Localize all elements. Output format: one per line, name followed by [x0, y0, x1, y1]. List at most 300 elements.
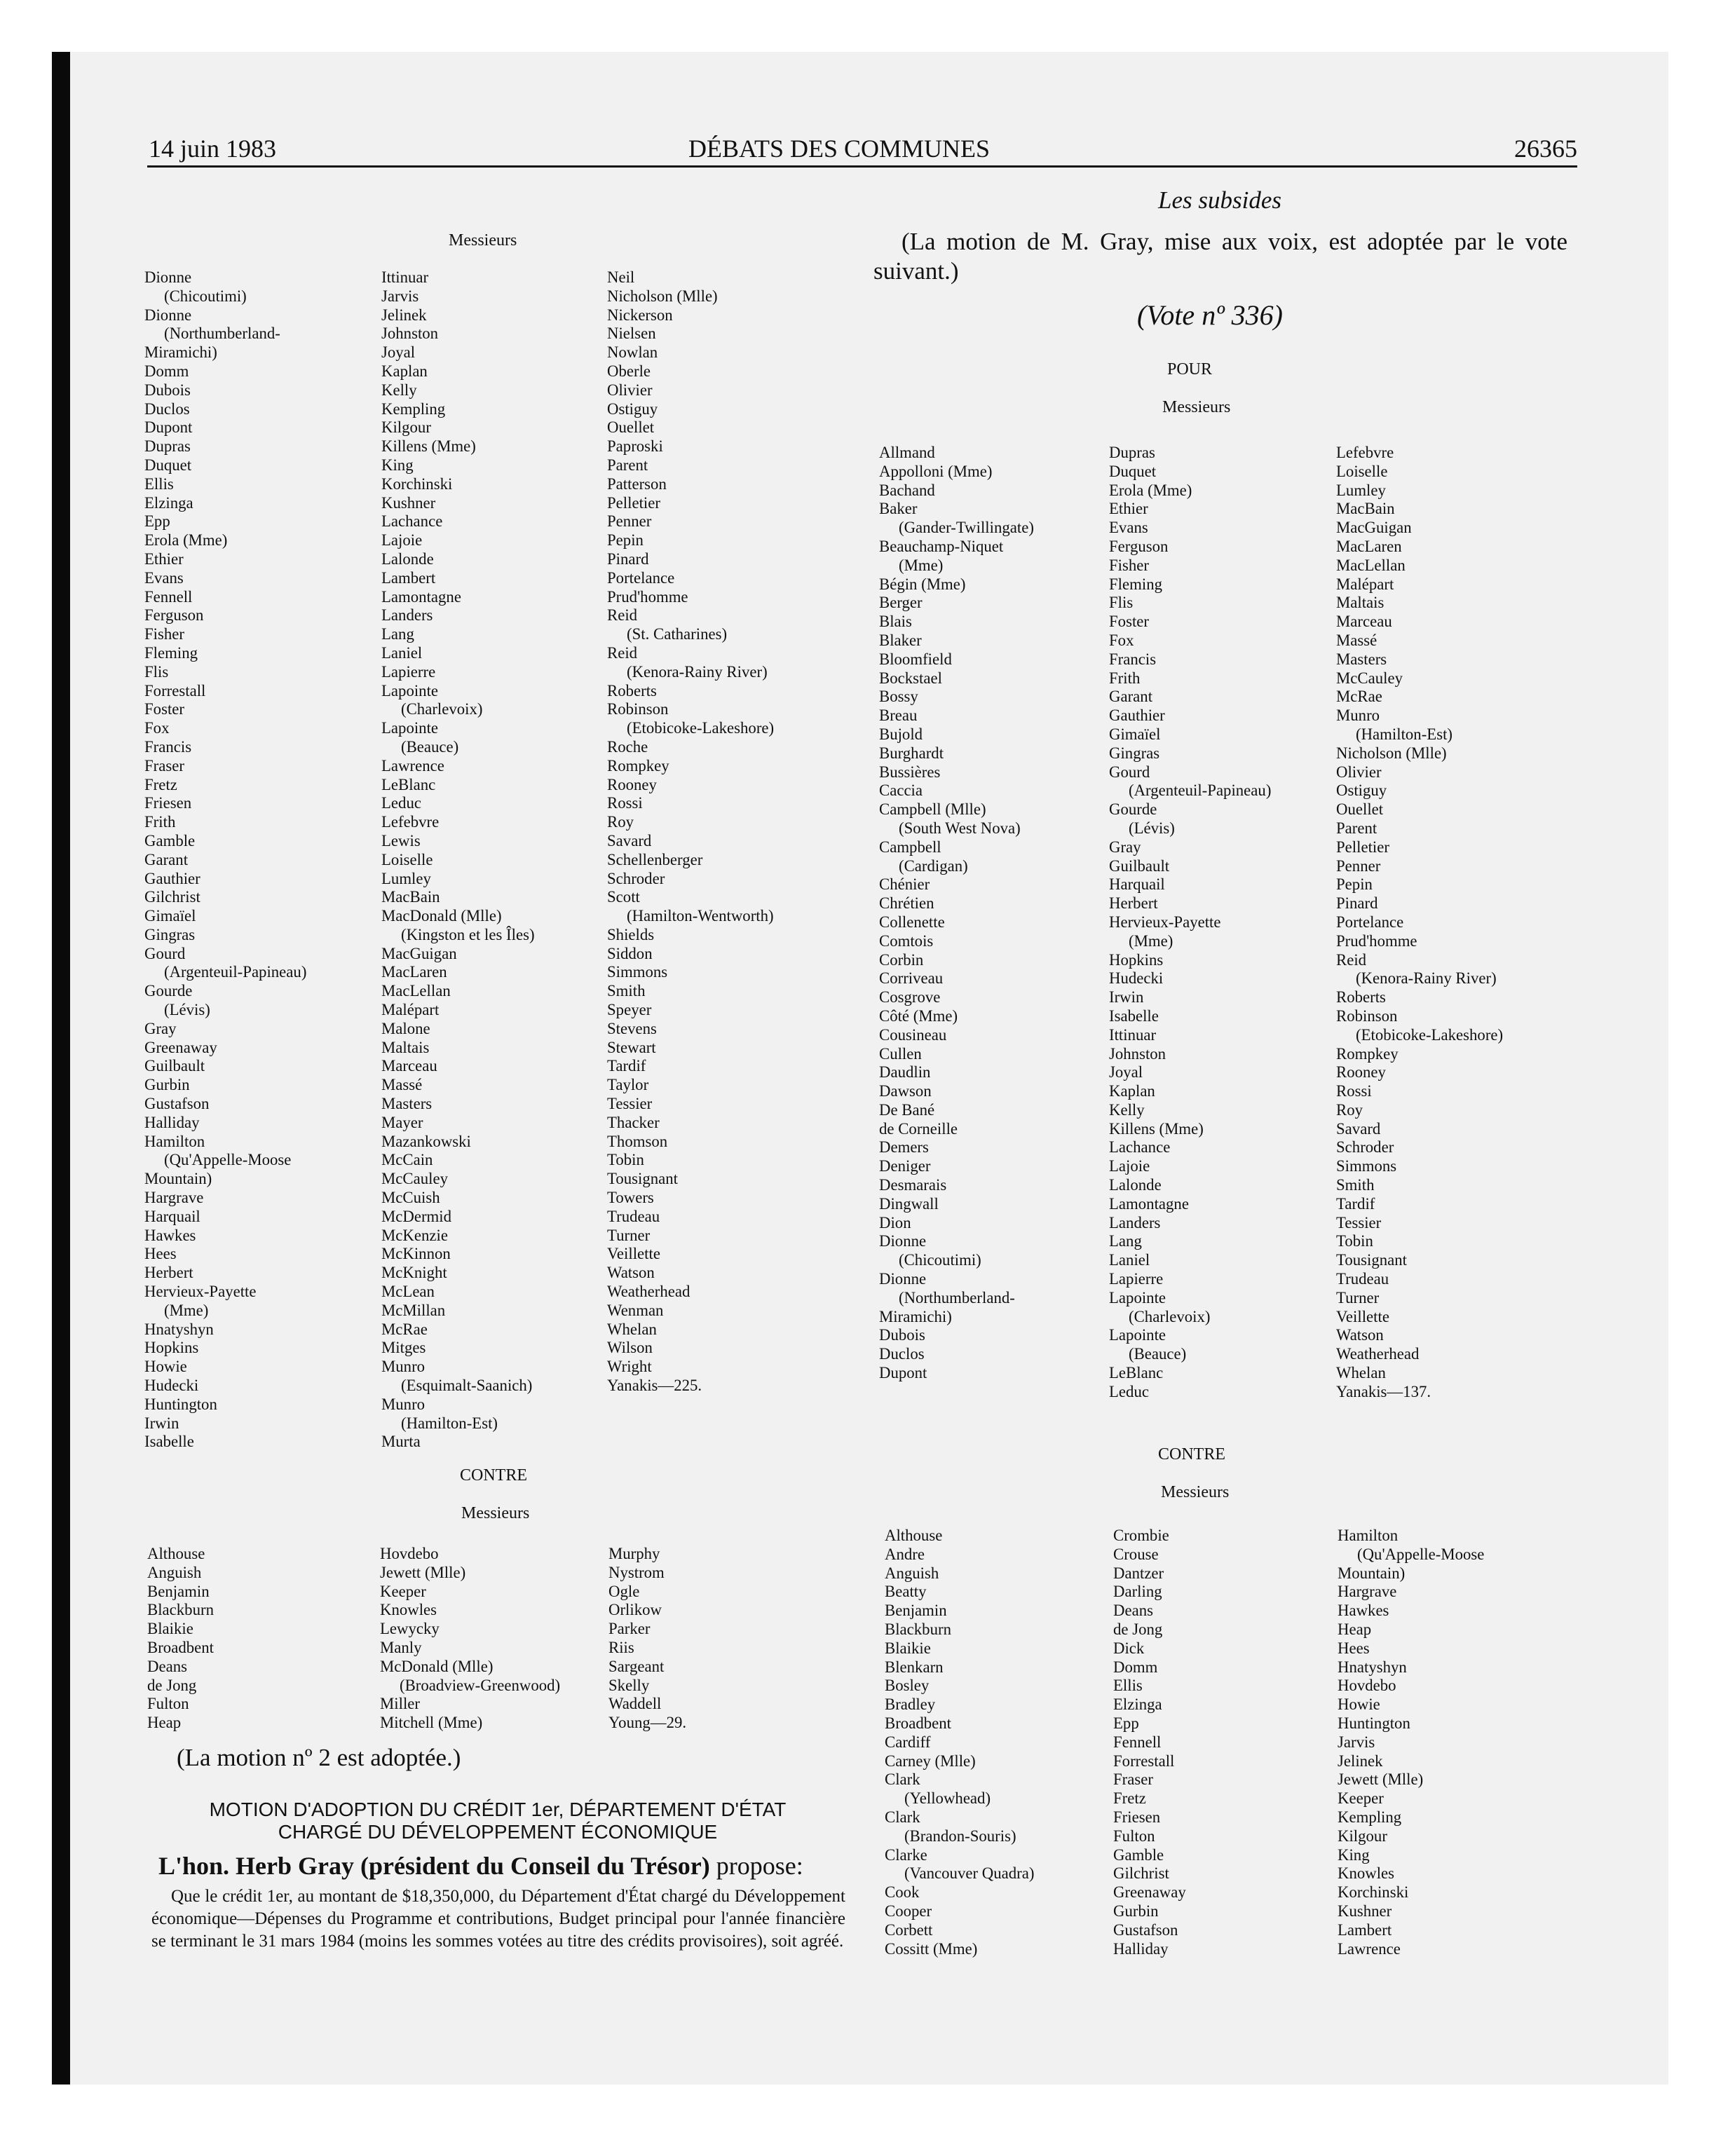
right-contre-label: CONTRE	[1158, 1445, 1225, 1464]
member-name: (St. Catharines)	[627, 625, 728, 643]
member-name: Beauchamp-Niquet	[879, 537, 1004, 555]
member-name: Taylor	[607, 1076, 649, 1094]
member-name: Jewett (Mlle)	[1338, 1770, 1424, 1789]
member-name: Kilgour	[381, 418, 431, 437]
member-name: Anguish	[147, 1563, 202, 1581]
member-name: (Hamilton-Est)	[1356, 725, 1453, 743]
member-name: McMillan	[381, 1301, 446, 1319]
member-name: Laniel	[1109, 1251, 1150, 1269]
member-name: LeBlanc	[381, 775, 436, 793]
member-name: Hawkes	[1338, 1602, 1389, 1620]
member-name: Roberts	[607, 681, 657, 700]
member-name: Gamble	[1113, 1845, 1164, 1864]
member-name: Gimaïel	[1109, 725, 1161, 743]
member-name: Smith	[607, 982, 646, 1000]
member-name: Keeper	[1338, 1789, 1384, 1808]
member-name: (Argenteuil-Papineau)	[164, 963, 307, 981]
member-name: Masters	[1336, 650, 1387, 668]
member-name: Hudecki	[144, 1377, 199, 1395]
member-name: Hopkins	[1109, 950, 1164, 969]
member-name: Nicholson (Mlle)	[1336, 744, 1447, 762]
vote-intro: (La motion de M. Gray, mise aux voix, est adoptée par le vote suivant.)	[873, 228, 1567, 285]
member-name: Tessier	[1336, 1213, 1382, 1231]
member-name: Deans	[1113, 1602, 1153, 1620]
member-name: Lawrence	[381, 756, 444, 775]
member-name: Orlikow	[608, 1601, 662, 1619]
member-name: Erola (Mme)	[144, 531, 228, 550]
member-name: Epp	[144, 512, 170, 531]
member-name: Rooney	[1336, 1063, 1386, 1082]
member-name: Kushner	[381, 493, 436, 512]
member-name: Elzinga	[144, 493, 193, 512]
member-name: Johnston	[1109, 1044, 1166, 1063]
member-name: Lewis	[381, 831, 421, 850]
member-name: Simmons	[1336, 1157, 1397, 1175]
member-name: Gimaïel	[144, 907, 196, 925]
member-name: Johnston	[381, 325, 439, 343]
member-name: Weatherhead	[1336, 1345, 1420, 1363]
member-name: Prud'homme	[607, 587, 688, 606]
member-name: Ferguson	[1109, 537, 1169, 555]
member-name: Simmons	[607, 963, 668, 981]
member-name: Kempling	[1338, 1808, 1402, 1826]
member-name: Fraser	[1113, 1770, 1153, 1789]
member-name: Whelan	[1336, 1364, 1386, 1382]
member-name: Darling	[1113, 1583, 1162, 1601]
member-name: Duquet	[144, 456, 192, 474]
member-name: Jelinek	[1338, 1752, 1383, 1770]
member-name: Lang	[381, 625, 414, 643]
member-name: Ostiguy	[607, 400, 658, 418]
member-name: Masters	[381, 1095, 433, 1113]
member-name: Fisher	[144, 625, 184, 643]
member-name: Tobin	[1336, 1232, 1373, 1250]
member-name: Gray	[1109, 838, 1141, 856]
header-page-number: 26365	[1514, 135, 1577, 163]
member-name: Dupras	[1109, 444, 1155, 461]
member-name: McCauley	[381, 1170, 448, 1188]
member-name: Foster	[144, 700, 184, 718]
member-name: Duclos	[144, 400, 190, 418]
member-name: (Kenora-Rainy River)	[627, 662, 768, 681]
member-name: (Broadview-Greenwood)	[400, 1676, 561, 1694]
member-name: Benjamin	[147, 1582, 210, 1600]
member-name: de Jong	[1113, 1620, 1163, 1638]
member-name: Rompkey	[1336, 1044, 1399, 1063]
member-name: Flis	[144, 662, 169, 681]
member-name: Garant	[144, 850, 189, 868]
member-name: Killens (Mme)	[381, 437, 476, 456]
member-name: Clarke	[885, 1845, 927, 1864]
member-name: Kushner	[1338, 1902, 1392, 1920]
member-name: Wenman	[607, 1301, 664, 1319]
member-name: Gamble	[144, 831, 196, 850]
member-name: Chrétien	[879, 894, 934, 913]
right-contre-column-2	[1113, 1527, 1186, 1958]
member-name: Francis	[1109, 650, 1157, 668]
member-name: Appolloni (Mme)	[879, 462, 993, 480]
member-name: Lapointe	[381, 681, 439, 700]
member-name: Friesen	[144, 794, 192, 812]
member-name: Bégin (Mme)	[879, 575, 966, 593]
member-name: Olivier	[607, 381, 653, 399]
member-name: Paproski	[607, 437, 663, 456]
member-name: Lambert	[1338, 1920, 1392, 1939]
member-name: Gourde	[1109, 800, 1157, 819]
member-name: Ouellet	[607, 418, 655, 437]
member-name: Bosley	[885, 1677, 930, 1695]
member-name: (Charlevoix)	[1129, 1307, 1211, 1325]
left-contre-column-1	[147, 1545, 214, 1733]
member-name: Isabelle	[1109, 1007, 1159, 1025]
member-name: Fulton	[1113, 1827, 1155, 1845]
member-name: Fennell	[1113, 1733, 1162, 1751]
member-name: Jarvis	[1338, 1733, 1375, 1751]
member-name: Fennell	[144, 587, 193, 606]
member-name: Marceau	[381, 1057, 437, 1075]
left-contre-column-3	[608, 1545, 686, 1733]
member-name: Munro	[381, 1395, 426, 1413]
member-name: McCuish	[381, 1189, 440, 1207]
member-name: (Hamilton-Est)	[401, 1414, 498, 1432]
member-name: Scott	[607, 888, 640, 906]
member-name: Greenaway	[144, 1038, 217, 1056]
member-name: Stewart	[607, 1038, 656, 1056]
member-name: McRae	[381, 1320, 428, 1338]
member-name: Hamilton	[144, 1132, 205, 1150]
member-name: (Lévis)	[164, 1001, 210, 1019]
pour-title: Messieurs	[1162, 398, 1231, 416]
member-name: Kilgour	[1338, 1827, 1387, 1845]
member-name: Massé	[1336, 631, 1377, 649]
member-name: Blaikie	[885, 1639, 931, 1657]
member-name: Fox	[1109, 631, 1134, 649]
member-name: Miramichi)	[879, 1307, 952, 1325]
member-name: Lambert	[381, 568, 436, 587]
member-name: MacBain	[1336, 500, 1395, 518]
member-name: Neil	[607, 268, 635, 286]
member-name: Malone	[381, 1019, 430, 1037]
member-name: Blenkarn	[885, 1658, 944, 1676]
member-name: McDonald (Mlle)	[380, 1657, 494, 1675]
member-name: Comtois	[879, 932, 934, 950]
motion-heading-line-1: MOTION D'ADOPTION DU CRÉDIT 1er, DÉPARTEMENT D'ÉTAT	[209, 1799, 787, 1820]
member-name: Ethier	[144, 550, 184, 568]
member-name: Hnatyshyn	[1338, 1658, 1407, 1676]
member-name: Shields	[607, 925, 655, 943]
member-name: Gray	[144, 1019, 177, 1037]
member-name: Murphy	[608, 1545, 660, 1562]
member-name: Roche	[607, 737, 648, 756]
member-name: Desmarais	[879, 1176, 947, 1194]
member-name: Nielsen	[607, 325, 656, 343]
member-name: Ostiguy	[1336, 782, 1387, 800]
member-name: Dubois	[879, 1326, 925, 1344]
member-name: Loiselle	[1336, 462, 1388, 480]
member-name: Tessier	[607, 1095, 653, 1113]
member-name: Huntington	[144, 1395, 217, 1413]
member-name: Riis	[608, 1638, 634, 1656]
member-name: Fulton	[147, 1695, 189, 1713]
member-name: (Northumberland-	[899, 1288, 1015, 1306]
member-name: Gurbin	[144, 1076, 190, 1094]
member-name: Bradley	[885, 1696, 936, 1714]
member-name: Fleming	[144, 643, 198, 662]
member-name: Savard	[607, 831, 652, 850]
pour-column-2	[1109, 444, 1271, 1402]
member-name: Bachand	[879, 481, 935, 499]
left-vote-column-3	[607, 268, 774, 1396]
member-name: Bockstael	[879, 669, 942, 687]
member-name: MacLaren	[381, 963, 447, 981]
member-name: Evans	[144, 568, 184, 587]
member-name: Waddell	[608, 1695, 662, 1713]
member-name: Lewycky	[380, 1620, 440, 1638]
member-name: (Mme)	[164, 1301, 209, 1319]
member-name: Clark	[885, 1808, 920, 1826]
member-name: Yanakis—225.	[607, 1377, 702, 1395]
member-name: Corbett	[885, 1920, 933, 1939]
member-name: Loiselle	[381, 850, 433, 868]
member-name: Cardiff	[885, 1733, 931, 1751]
member-name: Irwin	[144, 1414, 179, 1432]
member-name: Guilbault	[144, 1057, 205, 1075]
member-name: Flis	[1109, 594, 1134, 612]
member-name: (Qu'Appelle-Moose	[164, 1151, 292, 1169]
member-name: Kempling	[381, 400, 446, 418]
member-name: Collenette	[879, 913, 945, 931]
member-name: Domm	[1113, 1658, 1158, 1676]
member-name: Siddon	[607, 944, 653, 962]
pour-label: POUR	[1167, 360, 1213, 378]
member-name: Lalonde	[1109, 1176, 1162, 1194]
member-name: Tardif	[1336, 1194, 1375, 1213]
member-name: MacLellan	[381, 982, 451, 1000]
member-name: De Bané	[879, 1100, 935, 1119]
member-name: Dubois	[144, 381, 191, 399]
member-name: Roberts	[1336, 988, 1386, 1007]
member-name: Parent	[1336, 819, 1377, 837]
member-name: Hargrave	[144, 1189, 204, 1207]
member-name: Forrestall	[144, 681, 206, 700]
member-name: Nickerson	[607, 306, 673, 324]
member-name: Lajoie	[381, 531, 423, 550]
member-name: Caccia	[879, 782, 923, 800]
member-name: Cooper	[885, 1902, 932, 1920]
member-name: Gustafson	[1113, 1920, 1178, 1939]
member-name: Deniger	[879, 1157, 931, 1175]
member-name: Reid	[607, 606, 638, 625]
member-name: Cullen	[879, 1044, 922, 1063]
member-name: Hovdebo	[1338, 1677, 1396, 1695]
member-name: Bussières	[879, 763, 941, 781]
member-name: Speyer	[607, 1001, 652, 1019]
member-name: Ellis	[1113, 1677, 1143, 1695]
member-name: Dionne	[879, 1270, 927, 1288]
member-name: (Qu'Appelle-Moose	[1357, 1545, 1485, 1563]
member-name: MacLellan	[1336, 556, 1406, 574]
member-name: Roy	[1336, 1100, 1363, 1119]
member-name: Whelan	[607, 1320, 657, 1338]
member-name: Mitges	[381, 1339, 426, 1357]
member-name: Althouse	[147, 1545, 205, 1562]
member-name: McKenzie	[381, 1226, 448, 1244]
motion-text: Que le crédit 1er, au montant de $18,350,000, du Département d'État chargé du Développement économique—Dépenses du Programme et contributions, Budget principal pour l'année financière se terminant le 31 mars 1984 (moins les sommes votées au titre des crédits provisoires), soit agréé.	[151, 1887, 845, 1951]
member-name: Korchinski	[381, 475, 453, 493]
member-name: Dionne	[144, 306, 192, 324]
member-name: Harquail	[144, 1207, 200, 1225]
member-name: Bujold	[879, 725, 923, 743]
member-name: Robinson	[607, 700, 669, 718]
member-name: Fox	[144, 719, 170, 737]
member-name: Leduc	[381, 794, 421, 812]
member-name: McRae	[1336, 688, 1382, 706]
member-name: Laniel	[381, 643, 423, 662]
member-name: Dupras	[144, 437, 191, 456]
member-name: Chénier	[879, 875, 930, 894]
member-name: Hamilton	[1338, 1527, 1399, 1544]
member-name: (Etobicoke-Lakeshore)	[627, 719, 775, 737]
member-name: Schroder	[607, 869, 665, 887]
member-name: Cosgrove	[879, 988, 941, 1007]
member-name: Stevens	[607, 1019, 657, 1037]
member-name: McCauley	[1336, 669, 1403, 687]
member-name: Dantzer	[1113, 1564, 1164, 1582]
member-name: Broadbent	[147, 1638, 214, 1656]
left-vote-column-1	[144, 268, 306, 1452]
member-name: Joyal	[381, 343, 416, 362]
member-name: Ogle	[608, 1582, 640, 1600]
member-name: MacBain	[381, 888, 440, 906]
member-name: Tobin	[607, 1151, 644, 1169]
member-name: Hovdebo	[380, 1545, 439, 1562]
member-name: (Etobicoke-Lakeshore)	[1356, 1025, 1504, 1044]
member-name: Ellis	[144, 475, 174, 493]
member-name: Schroder	[1336, 1138, 1394, 1157]
member-name: Lapierre	[1109, 1270, 1164, 1288]
member-name: Ethier	[1109, 500, 1148, 518]
left-contre-column-2	[380, 1545, 560, 1733]
member-name: McKinnon	[381, 1245, 451, 1263]
member-name: Hargrave	[1338, 1583, 1397, 1601]
member-name: Guilbault	[1109, 857, 1170, 875]
member-name: Munro	[1336, 707, 1380, 725]
header-title: DÉBATS DES COMMUNES	[688, 135, 991, 163]
member-name: Reid	[1336, 950, 1367, 969]
member-name: Campbell	[879, 838, 941, 856]
member-name: Parker	[608, 1620, 651, 1638]
member-name: Herbert	[144, 1264, 193, 1282]
member-name: Yanakis—137.	[1336, 1382, 1431, 1400]
member-name: Herbert	[1109, 894, 1158, 913]
member-name: Pelletier	[1336, 838, 1389, 856]
section-title: Les subsides	[1158, 186, 1281, 214]
member-name: Towers	[607, 1189, 654, 1207]
member-name: McKnight	[381, 1264, 447, 1282]
member-name: Isabelle	[144, 1433, 194, 1451]
member-name: Jelinek	[381, 306, 427, 324]
header-rule	[147, 165, 1577, 168]
member-name: Halliday	[1113, 1939, 1169, 1958]
member-name: Rompkey	[607, 756, 669, 775]
left-contre-label: CONTRE	[460, 1466, 527, 1485]
member-name: (Brandon-Souris)	[904, 1827, 1016, 1845]
member-name: Cousineau	[879, 1025, 947, 1044]
member-name: Mountain)	[144, 1170, 212, 1188]
member-name: Domm	[144, 362, 189, 380]
member-name: Benjamin	[885, 1602, 947, 1620]
member-name: Gilchrist	[1113, 1864, 1169, 1883]
member-name: Watson	[607, 1264, 655, 1282]
motion-heading-line-2: CHARGÉ DU DÉVELOPPEMENT ÉCONOMIQUE	[278, 1821, 718, 1843]
header-date: 14 juin 1983	[149, 135, 277, 163]
member-name: Dingwall	[879, 1194, 939, 1213]
member-name: Fleming	[1109, 575, 1162, 593]
member-name: Frith	[1109, 669, 1141, 687]
member-name: Nowlan	[607, 343, 658, 362]
member-name: (Beauce)	[401, 737, 459, 756]
member-name: Lefebvre	[381, 813, 440, 831]
member-name: Kelly	[381, 381, 417, 399]
member-name: Reid	[607, 643, 638, 662]
member-name: (Mme)	[899, 556, 944, 574]
member-name: Tousignant	[607, 1170, 678, 1188]
member-name: Hervieux-Payette	[144, 1283, 257, 1301]
member-name: Baker	[879, 500, 918, 518]
member-name: Crouse	[1113, 1545, 1159, 1563]
member-name: Erola (Mme)	[1109, 481, 1192, 499]
member-name: Prud'homme	[1336, 932, 1417, 950]
member-name: Lang	[1109, 1232, 1142, 1250]
left-vote-column-2	[381, 268, 535, 1452]
member-name: Roy	[607, 813, 634, 831]
member-name: Huntington	[1338, 1714, 1410, 1732]
left-vote-title: Messieurs	[449, 231, 517, 250]
member-name: Fretz	[1113, 1789, 1146, 1808]
member-name: Kaplan	[1109, 1082, 1155, 1100]
member-name: Hopkins	[144, 1339, 199, 1357]
member-name: Turner	[607, 1226, 651, 1244]
member-name: Pelletier	[607, 493, 660, 512]
member-name: Howie	[1338, 1696, 1380, 1714]
member-name: Burghardt	[879, 744, 944, 762]
member-name: Lumley	[381, 869, 431, 887]
member-name: (Chicoutimi)	[164, 287, 247, 305]
member-name: Maltais	[381, 1038, 430, 1056]
member-name: LeBlanc	[1109, 1364, 1164, 1382]
right-contre-title: Messieurs	[1161, 1483, 1230, 1501]
member-name: Rossi	[1336, 1082, 1372, 1100]
member-name: Hudecki	[1109, 969, 1164, 988]
member-name: Mitchell (Mme)	[380, 1714, 483, 1732]
member-name: Nicholson (Mlle)	[607, 287, 718, 305]
member-name: Friesen	[1113, 1808, 1161, 1826]
member-name: Lachance	[1109, 1138, 1171, 1157]
member-name: Demers	[879, 1138, 929, 1157]
member-name: Harquail	[1109, 875, 1165, 894]
member-name: Campbell (Mlle)	[879, 800, 986, 819]
member-name: Althouse	[885, 1527, 943, 1544]
member-name: Wright	[607, 1358, 652, 1376]
member-name: Wilson	[607, 1339, 653, 1357]
member-name: Breau	[879, 707, 918, 725]
member-name: Lachance	[381, 512, 443, 531]
pour-column-3	[1336, 444, 1503, 1402]
member-name: Hees	[144, 1245, 177, 1263]
member-name: Munro	[381, 1358, 426, 1376]
member-name: Ouellet	[1336, 800, 1384, 819]
member-name: Weatherhead	[607, 1283, 690, 1301]
